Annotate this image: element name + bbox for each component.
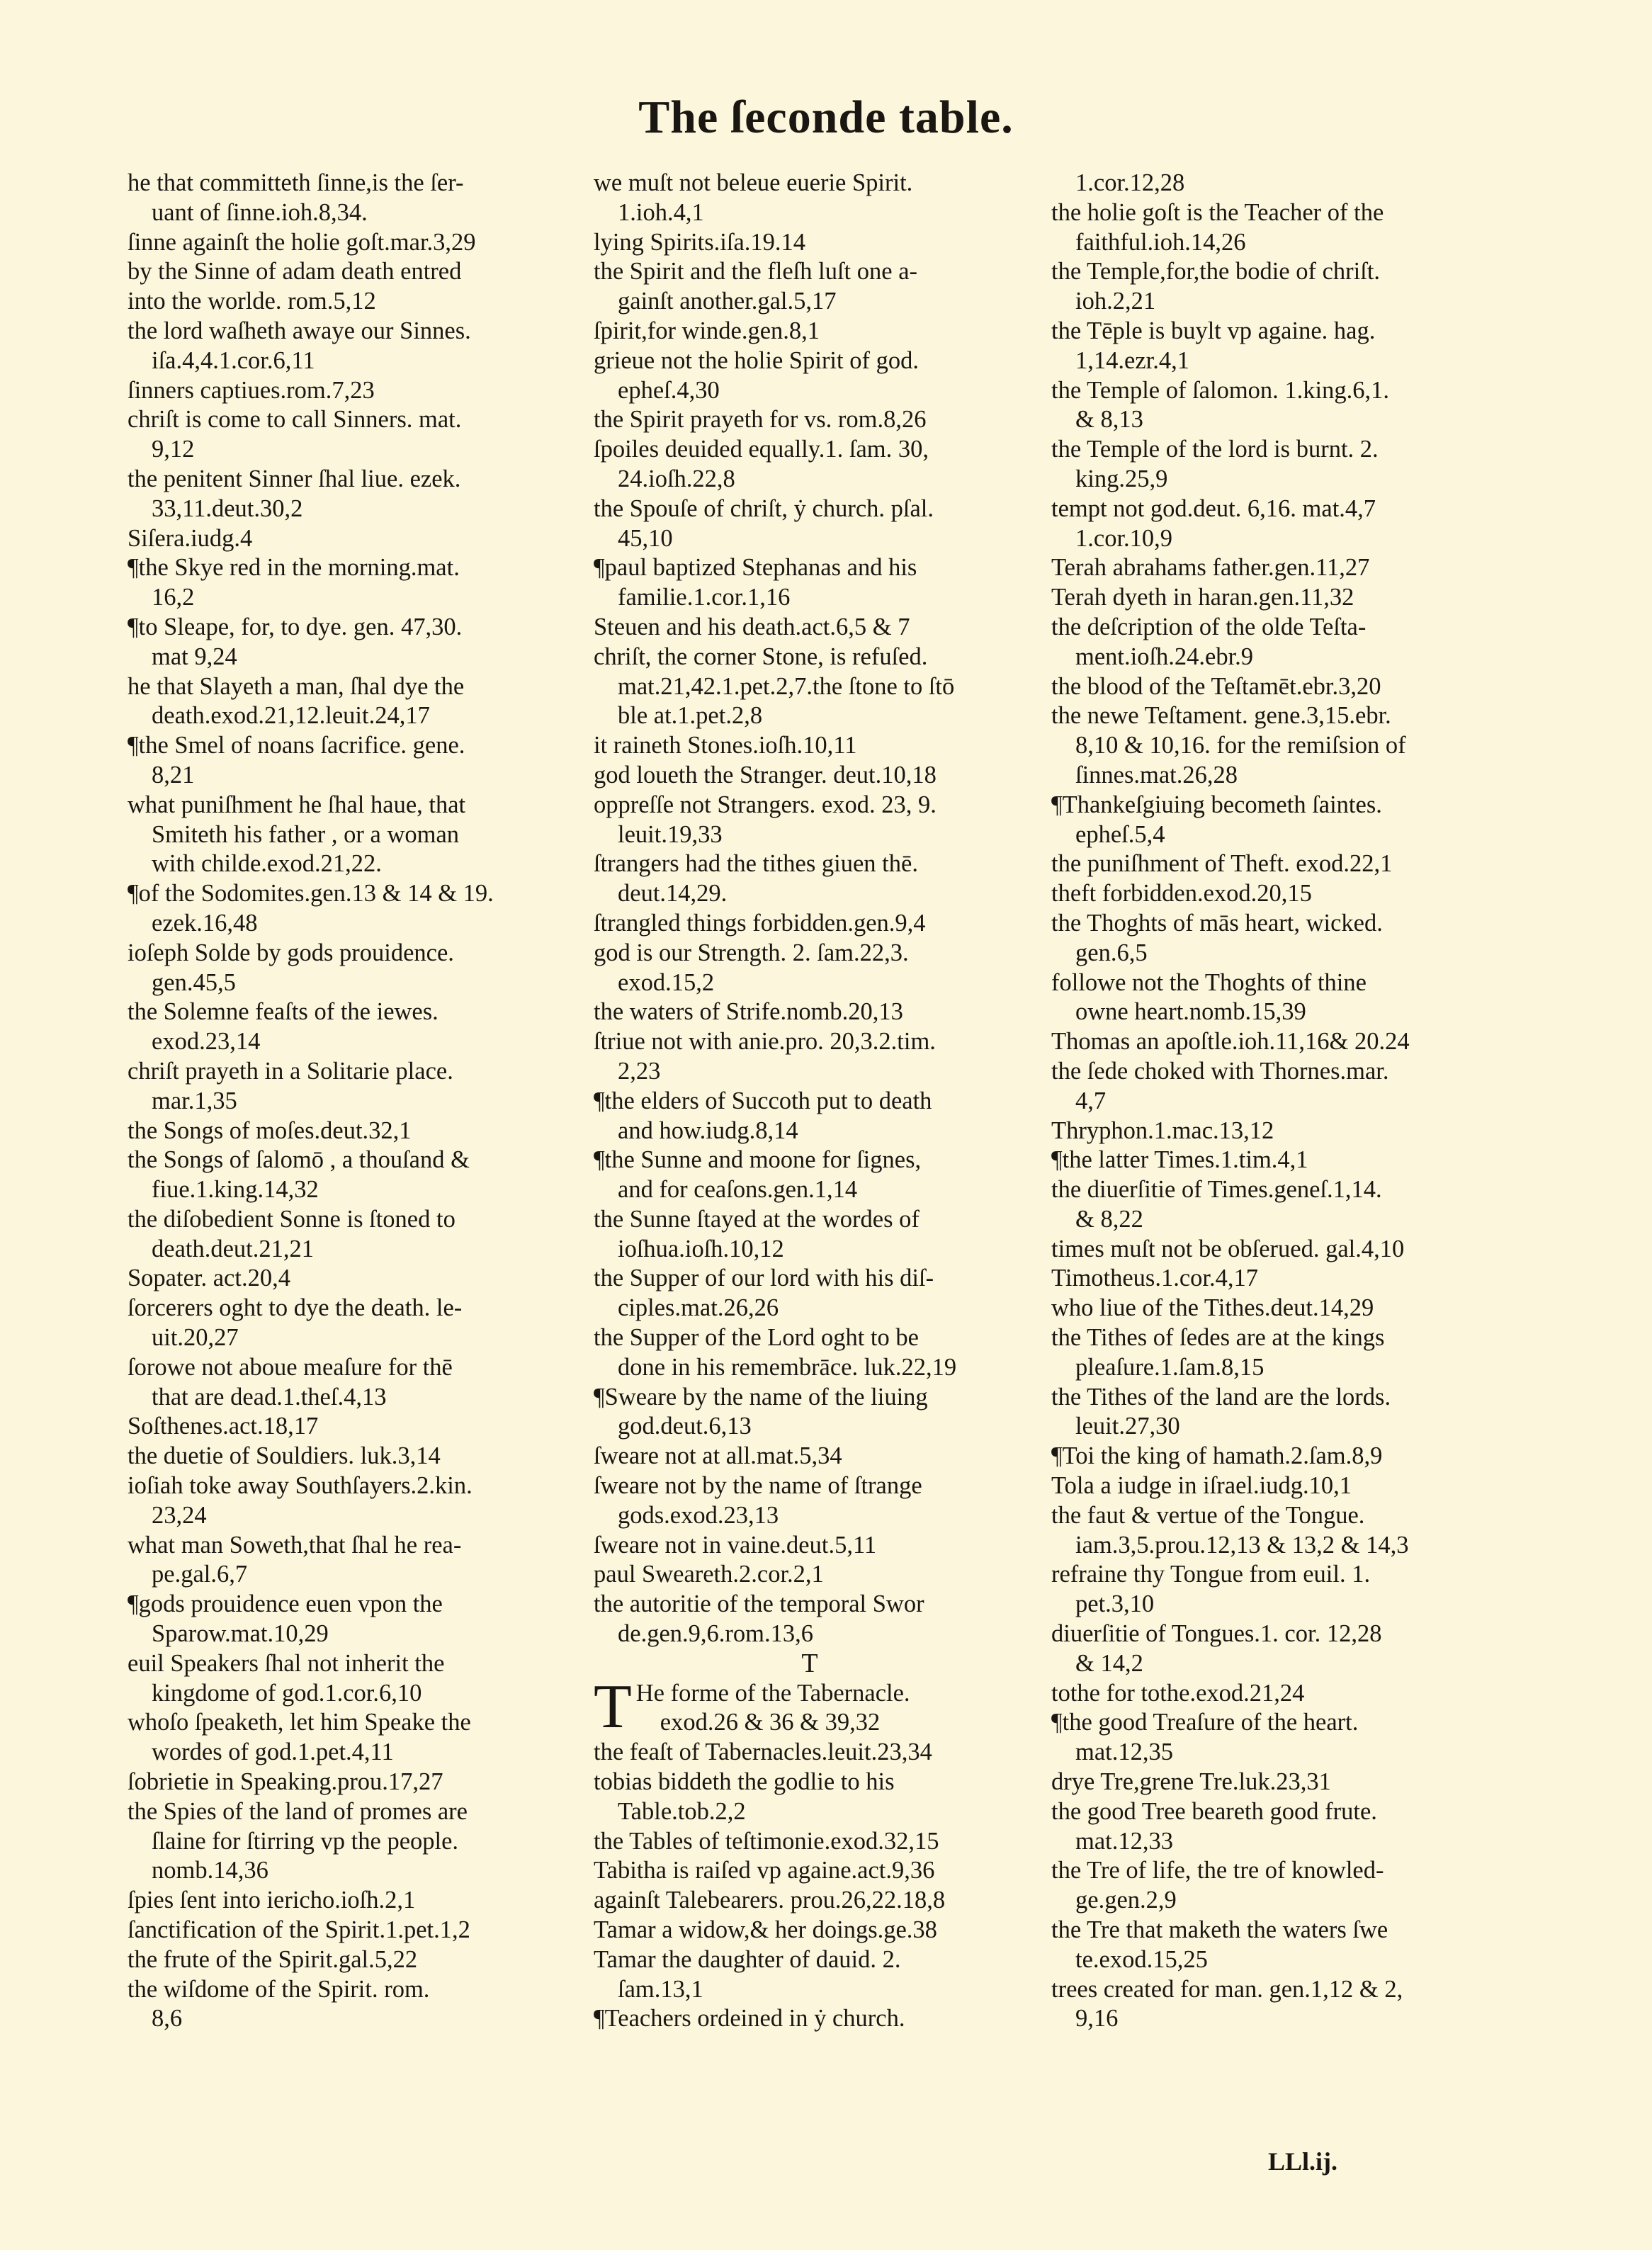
index-entry-line: ioh.2,21: [1075, 288, 1156, 315]
index-entry-line: ¶the Skye red in the morning.mat.: [128, 554, 460, 582]
index-entry-line: Tamar a widow,& her doings.ge.38: [594, 1916, 937, 1944]
index-entry-line: the waters of Strife.nomb.20,13: [594, 998, 903, 1026]
index-entry-line: mat 9,24: [152, 643, 237, 670]
index-entry-line: ſobrietie in Speaking.prou.17,27: [128, 1768, 443, 1796]
index-entry-line: the autoritie of the temporal Swor: [594, 1590, 924, 1618]
index-entry-line: times muſt not be obſerued. gal.4,10: [1051, 1235, 1405, 1262]
index-entry-line: the holie goſt is the Teacher of the: [1051, 198, 1384, 226]
index-entry-line: the Supper of our lord with his diſ-: [594, 1265, 934, 1292]
index-entry-line: ſtrangled things forbidden.gen.9,4: [594, 909, 926, 937]
index-entry-line: Sparow.mat.10,29: [152, 1620, 329, 1648]
index-entry-line: the lord waſheth awaye our Sinnes.: [128, 317, 471, 344]
index-entry-line: ſorowe not aboue meaſure for thē: [128, 1353, 453, 1381]
index-entry-line: what puniſhment he ſhal haue, that: [128, 791, 466, 818]
index-entry-line: the Temple of the lord is burnt. 2.: [1051, 436, 1379, 463]
index-entry-line: diuerſitie of Tongues.1. cor. 12,28: [1051, 1620, 1382, 1648]
index-entry-line: 9,12: [152, 436, 195, 463]
index-entry-line: ſweare not at all.mat.5,34: [594, 1442, 842, 1470]
index-entry-line: fiue.1.king.14,32: [152, 1176, 319, 1204]
index-entry-line: the blood of the Teſtamēt.ebr.3,20: [1051, 672, 1381, 700]
index-entry-line: ¶Toi the king of hamath.2.ſam.8,9: [1051, 1442, 1383, 1470]
index-entry-line: mar.1,35: [152, 1087, 237, 1114]
index-entry-line: gods.exod.23,13: [618, 1501, 779, 1529]
index-entry-line: ioſhua.ioſh.10,12: [618, 1235, 784, 1262]
index-entry-line: by the Sinne of adam death entred: [128, 258, 462, 286]
index-entry-line: 4,7: [1075, 1087, 1107, 1114]
index-entry-line: iſa.4,4.1.cor.6,11: [152, 346, 315, 374]
index-entry-line: 8,10 & 10,16. for the remiſsion of: [1075, 732, 1406, 759]
index-entry-line: the frute of the Spirit.gal.5,22: [128, 1945, 418, 1973]
signature-mark: LLl.ij.: [1268, 2147, 1338, 2176]
index-entry-line: who liue of the Tithes.deut.14,29: [1051, 1294, 1374, 1322]
index-entry-line: 33,11.deut.30,2: [152, 494, 303, 522]
index-entry-line: the duetie of Souldiers. luk.3,14: [128, 1442, 441, 1470]
index-entry-line: & 8,22: [1075, 1205, 1143, 1233]
index-entry-line: tobias biddeth the godlie to his: [594, 1768, 895, 1796]
index-entry-line: exod.23,14: [152, 1028, 261, 1056]
index-entry-line: deut.14,29.: [618, 880, 728, 908]
index-entry-line: 1.cor.12,28: [1075, 169, 1185, 196]
index-entry-line: tothe for tothe.exod.21,24: [1051, 1679, 1305, 1707]
index-entry-line: pet.3,10: [1075, 1590, 1155, 1618]
index-entry-line: ſam.13,1: [618, 1975, 703, 2003]
index-entry-line: ¶the good Treaſure of the heart.: [1051, 1709, 1359, 1736]
index-entry-line: ſinnes.mat.26,28: [1075, 761, 1238, 788]
index-entry-line: 1.ioh.4,1: [618, 198, 704, 226]
index-entry-line: 16,2: [152, 584, 195, 611]
index-entry-line: ezek.16,48: [152, 909, 258, 937]
index-entry-line: the newe Teſtament. gene.3,15.ebr.: [1051, 702, 1391, 730]
index-entry-line: followe not the Thoghts of thine: [1051, 968, 1367, 996]
index-entry-line: ¶Sweare by the name of the liuing: [594, 1383, 928, 1411]
index-entry-line: the ſede choked with Thornes.mar.: [1051, 1057, 1389, 1085]
index-entry-line: paul Sweareth.2.cor.2,1: [594, 1561, 824, 1588]
index-entry-line: ¶the latter Times.1.tim.4,1: [1051, 1146, 1308, 1174]
index-entry-line: the diſobedient Sonne is ſtoned to: [128, 1205, 456, 1233]
index-entry-line: Sopater. act.20,4: [128, 1265, 290, 1292]
index-column-right: [1051, 169, 1483, 2034]
index-entry-line: the Spouſe of chriſt, ẏ church. pſal.: [594, 494, 934, 522]
index-entry-line: into the worlde. rom.5,12: [128, 288, 376, 315]
index-entry-line: ¶to Sleape, for, to dye. gen. 47,30.: [128, 613, 463, 640]
index-entry-line: ſweare not in vaine.deut.5,11: [594, 1531, 877, 1559]
index-entry-line: & 14,2: [1075, 1649, 1143, 1677]
index-entry-line: ¶the Sunne and moone for ſignes,: [594, 1146, 922, 1174]
index-column-middle: [594, 169, 1026, 2034]
index-entry-line: wordes of god.1.pet.4,11: [152, 1739, 394, 1766]
section-letter-heading: T: [801, 1649, 818, 1678]
index-entry-line: what man Soweth,that ſhal he rea-: [128, 1531, 462, 1559]
index-entry-line: god loueth the Stranger. deut.10,18: [594, 761, 937, 788]
index-entry-line: kingdome of god.1.cor.6,10: [152, 1679, 422, 1707]
index-entry-line: drye Tre,grene Tre.luk.23,31: [1051, 1768, 1331, 1796]
index-entry-line: 45,10: [618, 524, 673, 552]
index-entry-line: leuit.19,33: [618, 820, 723, 848]
index-entry-line: Table.tob.2,2: [618, 1797, 746, 1825]
index-entry-line: 24.ioſh.22,8: [618, 465, 735, 492]
index-entry-line: exod.26 & 36 & 39,32: [660, 1709, 881, 1736]
index-entry-line: the Spirit and the fleſh luſt one a-: [594, 258, 918, 286]
index-entry-line: ſweare not by the name of ſtrange: [594, 1472, 922, 1500]
index-entry-line: ioſeph Solde by gods prouidence.: [128, 939, 454, 966]
index-entry-line: king.25,9: [1075, 465, 1168, 492]
index-entry-line: and for ceaſons.gen.1,14: [618, 1176, 858, 1204]
index-entry-line: & 8,13: [1075, 406, 1143, 434]
index-entry-line: tempt not god.deut. 6,16. mat.4,7: [1051, 494, 1376, 522]
index-entry-line: ciples.mat.26,26: [618, 1294, 779, 1322]
index-entry-line: the Sunne ſtayed at the wordes of: [594, 1205, 920, 1233]
index-entry-line: god.deut.6,13: [618, 1413, 752, 1440]
index-entry-line: owne heart.nomb.15,39: [1075, 998, 1306, 1026]
index-entry-line: mat.12,35: [1075, 1739, 1173, 1766]
index-entry-line: gen.45,5: [152, 968, 236, 996]
index-entry-line: 23,24: [152, 1501, 207, 1529]
index-entry-line: ¶the Smel of noans ſacrifice. gene.: [128, 732, 465, 759]
index-entry-line: faithful.ioh.14,26: [1075, 228, 1246, 256]
index-entry-line: Steuen and his death.act.6,5 & 7: [594, 613, 910, 640]
index-entry-line: the Songs of moſes.deut.32,1: [128, 1116, 412, 1144]
index-entry-line: chriſt is come to call Sinners. mat.: [128, 406, 462, 434]
index-entry-line: the feaſt of Tabernacles.leuit.23,34: [594, 1739, 932, 1766]
index-entry-line: He forme of the Tabernacle.: [635, 1679, 910, 1707]
index-entry-line: 8,21: [152, 761, 195, 788]
index-entry-line: the Temple,for,the bodie of chriſt.: [1051, 258, 1381, 286]
index-entry-line: ge.gen.2,9: [1075, 1887, 1177, 1914]
index-entry-line: 9,16: [1075, 2005, 1119, 2033]
index-entry-line: chriſt prayeth in a Solitarie place.: [128, 1057, 453, 1085]
index-entry-line: lying Spirits.iſa.19.14: [594, 228, 806, 256]
index-entry-line: death.exod.21,12.leuit.24,17: [152, 702, 430, 730]
index-entry-line: te.exod.15,25: [1075, 1945, 1208, 1973]
index-entry-line: Terah abrahams father.gen.11,27: [1051, 554, 1370, 582]
index-entry-line: ¶gods prouidence euen vpon the: [128, 1590, 443, 1618]
index-entry-line: ſinne againſt the holie goſt.mar.3,29: [128, 228, 476, 256]
index-entry-line: pe.gal.6,7: [152, 1561, 248, 1588]
index-entry-line: ſtriue not with anie.pro. 20,3.2.tim.: [594, 1028, 936, 1056]
index-entry-line: that are dead.1.theſ.4,13: [152, 1383, 387, 1411]
index-entry-line: ſlaine for ſtirring vp the people.: [152, 1827, 459, 1855]
index-entry-line: the Songs of ſalomō , a thouſand &: [128, 1146, 470, 1174]
index-entry-line: ſorcerers oght to dye the death. le-: [128, 1294, 463, 1322]
index-entry-line: Tamar the daughter of dauid. 2.: [594, 1945, 901, 1973]
index-entry-line: Soſthenes.act.18,17: [128, 1413, 319, 1440]
index-entry-line: ſtrangers had the tithes giuen thē.: [594, 850, 918, 878]
index-entry-line: the Tables of teſtimonie.exod.32,15: [594, 1827, 939, 1855]
index-entry-line: the deſcription of the olde Teſta-: [1051, 613, 1367, 640]
index-entry-line: Tola a iudge in iſrael.iudg.10,1: [1051, 1472, 1352, 1500]
index-entry-line: 2,23: [618, 1057, 661, 1085]
index-entry-line: the Temple of ſalomon. 1.king.6,1.: [1051, 376, 1390, 404]
index-entry-line: chriſt, the corner Stone, is refuſed.: [594, 643, 928, 670]
drop-cap-initial: T: [594, 1672, 632, 1741]
index-entry-line: the Thoghts of mās heart, wicked.: [1051, 909, 1383, 937]
index-entry-line: euil Speakers ſhal not inherit the: [128, 1649, 445, 1677]
index-entry-line: the Supper of the Lord oght to be: [594, 1324, 919, 1352]
index-entry-line: mat.21,42.1.pet.2,7.the ſtone to ſtō: [618, 672, 955, 700]
index-entry-line: Smiteth his father , or a woman: [152, 820, 460, 848]
index-entry-line: done in his remembrāce. luk.22,19: [618, 1353, 957, 1381]
index-entry-line: the good Tree beareth good frute.: [1051, 1797, 1377, 1825]
index-entry-line: theft forbidden.exod.20,15: [1051, 880, 1312, 908]
index-entry-line: the Tēple is buylt vp againe. hag.: [1051, 317, 1376, 344]
index-entry-line: ¶the elders of Succoth put to death: [594, 1087, 932, 1114]
index-entry-line: whoſo ſpeaketh, let him Speake the: [128, 1709, 471, 1736]
index-entry-line: ble at.1.pet.2,8: [618, 702, 763, 730]
index-entry-line: pleaſure.1.ſam.8,15: [1075, 1353, 1265, 1381]
index-entry-line: mat.12,33: [1075, 1827, 1173, 1855]
index-entry-line: Siſera.iudg.4: [128, 524, 253, 552]
index-entry-line: and how.iudg.8,14: [618, 1116, 798, 1144]
index-entry-line: exod.15,2: [618, 968, 715, 996]
index-entry-line: Thomas an apoſtle.ioh.11,16& 20.24: [1051, 1028, 1410, 1056]
index-entry-line: ¶paul baptized Stephanas and his: [594, 554, 917, 582]
index-entry-line: death.deut.21,21: [152, 1235, 314, 1262]
index-entry-line: uit.20,27: [152, 1324, 239, 1352]
index-entry-line: epheſ.5,4: [1075, 820, 1165, 848]
index-column-left: [128, 169, 560, 2034]
index-entry-line: nomb.14,36: [152, 1857, 268, 1884]
index-entry-line: ſpirit,for winde.gen.8,1: [594, 317, 820, 344]
index-entry-line: it raineth Stones.ioſh.10,11: [594, 732, 857, 759]
index-entry-line: the Tithes of ſedes are at the kings: [1051, 1324, 1385, 1352]
index-entry-line: ¶Teachers ordeined in ẏ church.: [594, 2005, 905, 2033]
index-entry-line: refraine thy Tongue from euil. 1.: [1051, 1561, 1371, 1588]
index-entry-line: the diuerſitie of Times.geneſ.1,14.: [1051, 1176, 1382, 1204]
index-entry-line: he that committeth ſinne,is the ſer-: [128, 169, 464, 196]
index-entry-line: grieue not the holie Spirit of god.: [594, 346, 919, 374]
index-entry-line: ſanctification of the Spirit.1.pet.1,2: [128, 1916, 470, 1944]
index-entry-line: oppreſſe not Strangers. exod. 23, 9.: [594, 791, 937, 818]
index-entry-line: the wiſdome of the Spirit. rom.: [128, 1975, 430, 2003]
index-entry-line: Thryphon.1.mac.13,12: [1051, 1116, 1274, 1144]
index-entry-line: the Spirit prayeth for vs. rom.8,26: [594, 406, 927, 434]
index-entry-line: iam.3,5.prou.12,13 & 13,2 & 14,3: [1075, 1531, 1409, 1559]
index-entry-line: the Solemne feaſts of the iewes.: [128, 998, 439, 1026]
index-entry-line: leuit.27,30: [1075, 1413, 1180, 1440]
index-entry-line: the faut & vertue of the Tongue.: [1051, 1501, 1365, 1529]
index-entry-line: ment.ioſh.24.ebr.9: [1075, 643, 1254, 670]
index-entry-line: the Spies of the land of promes are: [128, 1797, 468, 1825]
index-entry-line: de.gen.9,6.rom.13,6: [618, 1620, 813, 1648]
index-entry-line: Terah dyeth in haran.gen.11,32: [1051, 584, 1354, 611]
index-entry-line: Tabitha is raiſed vp againe.act.9,36: [594, 1857, 935, 1884]
index-entry-line: 8,6: [152, 2005, 183, 2033]
index-entry-line: 1,14.ezr.4,1: [1075, 346, 1189, 374]
index-entry-line: trees created for man. gen.1,12 & 2,: [1051, 1975, 1403, 2003]
index-entry-line: the Tre that maketh the waters ſwe: [1051, 1916, 1388, 1944]
index-entry-line: 1.cor.10,9: [1075, 524, 1173, 552]
index-entry-line: ¶Thankeſgiuing becometh ſaintes.: [1051, 791, 1382, 818]
index-entry-line: uant of ſinne.ioh.8,34.: [152, 198, 368, 226]
index-entry-line: Timotheus.1.cor.4,17: [1051, 1265, 1259, 1292]
page-title: The ſeconde table.: [638, 91, 1014, 143]
index-entry-line: ſpoiles deuided equally.1. ſam. 30,: [594, 436, 929, 463]
index-entry-line: familie.1.cor.1,16: [618, 584, 791, 611]
index-entry-line: againſt Talebearers. prou.26,22.18,8: [594, 1887, 946, 1914]
index-entry-line: gainſt another.gal.5,17: [618, 288, 837, 315]
index-entry-line: he that Slayeth a man, ſhal dye the: [128, 672, 465, 700]
index-entry-line: the Tithes of the land are the lords.: [1051, 1383, 1391, 1411]
index-entry-line: the penitent Sinner ſhal liue. ezek.: [128, 465, 461, 492]
index-entry-line: gen.6,5: [1075, 939, 1148, 966]
index-entry-line: ſinners captiues.rom.7,23: [128, 376, 375, 404]
index-entry-line: the puniſhment of Theft. exod.22,1: [1051, 850, 1393, 878]
index-entry-line: ioſiah toke away Southſayers.2.kin.: [128, 1472, 473, 1500]
index-entry-line: ¶of the Sodomites.gen.13 & 14 & 19.: [128, 880, 494, 908]
index-entry-line: epheſ.4,30: [618, 376, 720, 404]
index-entry-line: we muſt not beleue euerie Spirit.: [594, 169, 913, 196]
index-entry-line: ſpies ſent into iericho.ioſh.2,1: [128, 1887, 416, 1914]
index-entry-line: the Tre of life, the tre of knowled-: [1051, 1857, 1384, 1884]
index-entry-line: with childe.exod.21,22.: [152, 850, 382, 878]
index-entry-line: god is our Strength. 2. ſam.22,3.: [594, 939, 909, 966]
